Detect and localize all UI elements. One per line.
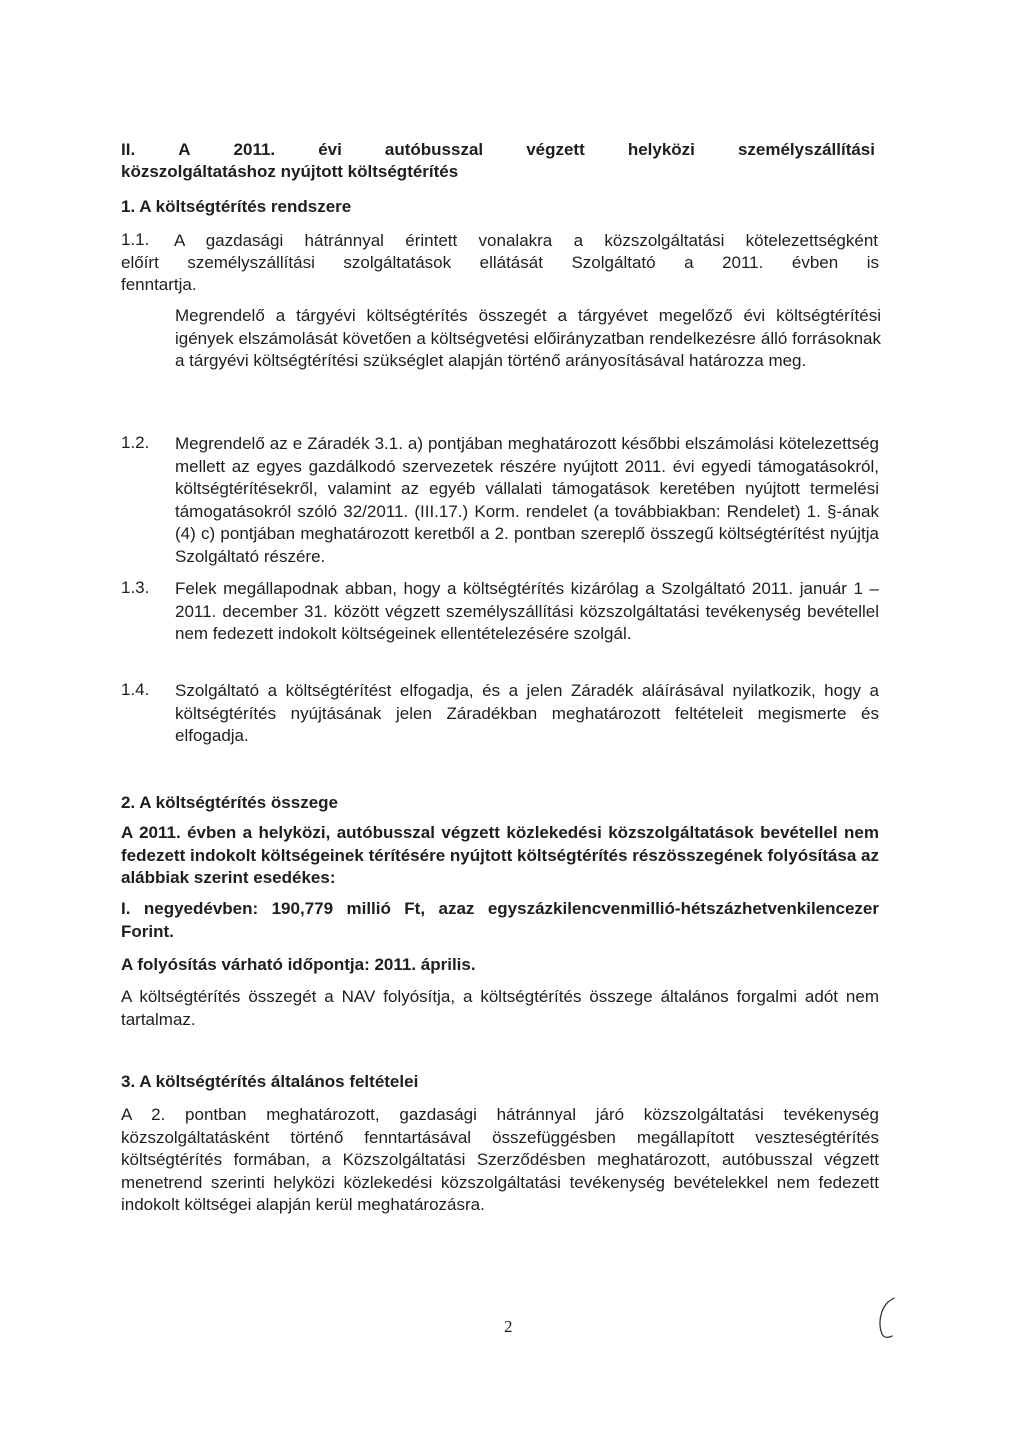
subsection-1-heading: 1. A költségtérítés rendszere	[121, 197, 352, 216]
title-word: A	[178, 140, 191, 159]
paragraph-1-2-wrap	[175, 433, 879, 568]
paragraph-1-2: Megrendelő az e Záradék 3.1. a) pontjában meghatározott későbbi elszámolási kötelezettség mellett az egyes gazdálkodó szervezetek részére nyújtott 2011. évi egyedi támogatásokról, költségtérítésekről, valamint az egyéb vállalati támogatások keretében nyújtott termelési támogatásokról szóló 32/2011. (III.17.) Korm. rendelet (a továbbiakban: Rendelet) 1. §-ának (4) c) pontjában meghatározott keretből a 2. pontban szereplő összegű költségtérítést nyújtja Szolgáltató részére.	[175, 434, 879, 566]
paragraph-1-3-wrap	[175, 578, 879, 646]
nav-paragraph: A költségtérítés összegét a NAV folyósítja, a költségtérítés összege általános forgalmi adót nem tartalmaz.	[121, 987, 879, 1029]
paragraph-1-1-line: előírt személyszállítási szolgáltatások ellátását Szolgáltató a 2011. évben is	[121, 253, 879, 272]
paragraph-number-1-4: 1.4.	[121, 680, 150, 699]
paragraph-number-1-3: 1.3.	[121, 578, 150, 597]
subsection-2-bold-wrap	[121, 822, 879, 890]
paragraph-1-1b: Megrendelő a tárgyévi költségtérítés összegét a tárgyévet megelőző évi költségtérítési igények elszámolását követően a költségvetési előirányzatban rendelkezésre álló forrásoknak a tárgyévi költségtérítési szükséglet alapján történő arányosításával határozza meg.	[175, 306, 881, 370]
payment-date: A folyósítás várható időpontja: 2011. április.	[121, 955, 476, 974]
title-word: helyközi	[627, 140, 695, 159]
paragraph-1-1-line: A gazdasági hátránnyal érintett vonalakra a közszolgáltatási kötelezettségként	[174, 231, 878, 250]
paragraph-number-1-1: 1.1.	[121, 230, 150, 249]
section-title	[121, 140, 875, 160]
subsection-3-heading: 3. A költségtérítés általános feltételei	[121, 1072, 419, 1091]
subsection-3-paragraph: A 2. pontban meghatározott, gazdasági hátránnyal járó közszolgáltatási tevékenység közszolgáltatásként történő fenntartásával összefüggésben megállapított veszteségtérítés költségtérítés formában, a Közszolgáltatási Szerződésben meghatározott, autóbusszal végzett menetrend szerinti helyközi közlekedési közszolgáltatási tevékenység bevételekkel nem fedezett indokolt költségei alapján kerül meghatározásra.	[121, 1105, 879, 1214]
paragraph-number-1-2: 1.2.	[121, 433, 150, 452]
title-word: autóbusszal	[384, 140, 484, 159]
title-word: évi	[318, 140, 342, 159]
handwritten-initial	[872, 1296, 902, 1346]
subsection-2-bold-paragraph: A 2011. évben a helyközi, autóbusszal végzett közlekedési közszolgáltatások bevétellel nem fedezett indokolt költségeinek térítésére nyújtott költségtérítés részösszegének folyósítása az alábbiak szerint esedékes:	[121, 823, 879, 887]
paragraph-1-1	[174, 230, 878, 253]
paragraph-1-4-wrap	[175, 680, 879, 748]
paragraph-1-1-end: fenntartja.	[121, 275, 197, 294]
title-word: végzett	[526, 140, 585, 159]
nav-paragraph-wrap	[121, 986, 879, 1031]
title-word: személyszállítási	[737, 140, 875, 159]
paragraph-1-4: Szolgáltató a költségtérítést elfogadja, és a jelen Záradék aláírásával nyilatkozik, hogy a költségtérítés nyújtásának jelen Záradékban meghatározott feltételeit megismerte és elfogadja.	[175, 681, 879, 745]
subsection-2-heading: 2. A költségtérítés összege	[121, 793, 338, 812]
quarter-wrap	[121, 898, 879, 943]
page-number: 2	[504, 1317, 513, 1336]
title-word: 2011.	[233, 140, 276, 159]
paragraph-1-1b-wrap	[175, 305, 881, 373]
title-word: II.	[121, 140, 136, 159]
section-title-line2: közszolgáltatáshoz nyújtott költségtérítés	[121, 162, 459, 181]
paragraph-1-1-cont	[121, 252, 879, 275]
quarter-amount-line: I. negyedévben: 190,779 millió Ft, azaz egyszázkilencvenmillió-hétszázhetvenkilencezer Forint.	[121, 899, 879, 941]
subsection-3-wrap	[121, 1104, 879, 1217]
paragraph-1-3: Felek megállapodnak abban, hogy a költségtérítés kizárólag a Szolgáltató 2011. január 1 – 2011. december 31. között végzett személyszállítási közszolgáltatási tevékenység bevétellel nem fedezett indokolt költségeinek ellentételezésére szolgál.	[175, 579, 879, 643]
